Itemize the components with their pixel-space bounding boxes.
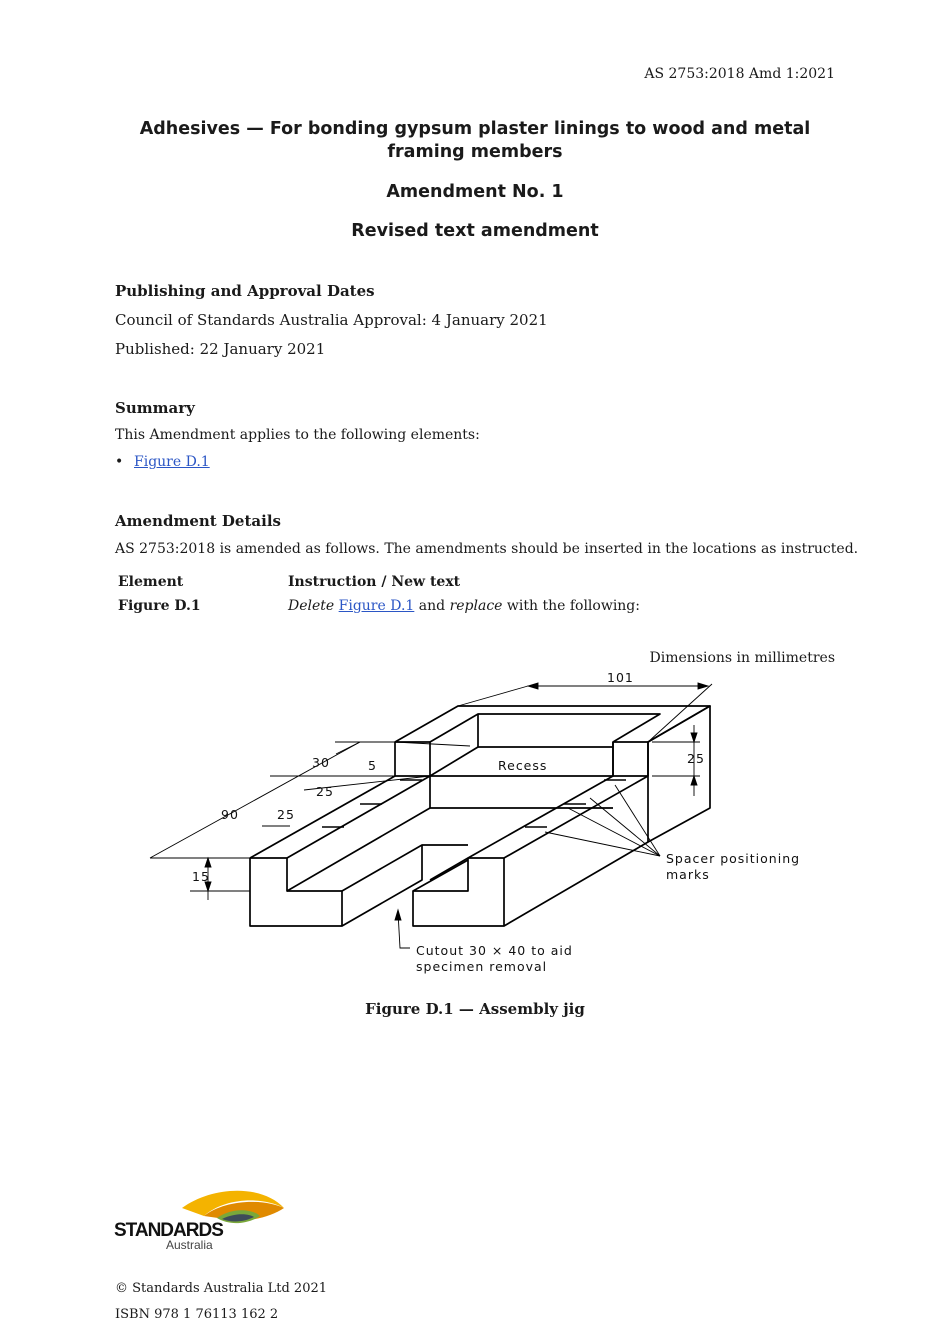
figure-d1-link[interactable]: Figure D.1 (134, 454, 210, 470)
title-line-1: Adhesives — For bonding gypsum plaster linings to wood and metal (139, 119, 811, 139)
dates-heading: Publishing and Approval Dates (115, 282, 375, 300)
dim-101-label: 101 (607, 670, 634, 685)
dim-90-label: 90 (221, 807, 239, 822)
standards-australia-logo (112, 1186, 297, 1256)
copyright: © Standards Australia Ltd 2021 (115, 1281, 328, 1296)
replace-word: replace (449, 598, 503, 614)
recess-label: Recess (498, 758, 548, 773)
title-line-2: framing members (387, 142, 563, 162)
summary-text: This Amendment applies to the following elements: (115, 427, 480, 443)
instruction-rest: with the following: (502, 598, 640, 614)
logo-main-text: STANDARDS (114, 1220, 223, 1241)
details-heading: Amendment Details (115, 512, 281, 530)
isbn: ISBN 978 1 76113 162 2 (115, 1307, 279, 1322)
dim-25-lower-label: 25 (277, 807, 295, 822)
figure-d1-link-2[interactable]: Figure D.1 (338, 598, 415, 614)
spacer-label-line-2: marks (666, 867, 710, 882)
cutout-label-line-1: Cutout 30 × 40 to aid (416, 943, 573, 958)
approval-date: Council of Standards Australia Approval: 4 January 2021 (115, 311, 548, 329)
delete-word: Delete (288, 598, 335, 614)
dim-25-upper-label: 25 (316, 784, 334, 799)
figure-caption: Figure D.1 — Assembly jig (365, 1000, 585, 1018)
jig-outline (250, 706, 710, 926)
published-date: Published: 22 January 2021 (115, 340, 326, 358)
dim-15-label: 15 (192, 869, 210, 884)
bullet: • (115, 454, 124, 470)
dim-25-right-label: 25 (687, 751, 705, 766)
amendment-type: Revised text amendment (351, 221, 599, 241)
amendment-number: Amendment No. 1 (386, 182, 564, 202)
dim-30-label: 30 (312, 755, 330, 770)
summary-heading: Summary (115, 399, 195, 417)
logo-sub-text: Australia (166, 1238, 213, 1252)
row-element: Figure D.1 (118, 598, 201, 614)
cutout-label-line-2: specimen removal (416, 959, 548, 974)
and-word: and (414, 598, 450, 614)
col-instruction-header: Instruction / New text (288, 574, 461, 590)
col-element-header: Element (118, 574, 184, 590)
spacer-label-line-1: Spacer positioning (666, 851, 801, 866)
dimensions-note: Dimensions in millimetres (649, 650, 835, 666)
spacer-marks (322, 780, 626, 827)
dim-5-label: 5 (368, 758, 377, 773)
document-reference: AS 2753:2018 Amd 1:2021 (644, 66, 835, 82)
details-text: AS 2753:2018 is amended as follows. The amendments should be inserted in the locations as instructed. (115, 541, 859, 557)
